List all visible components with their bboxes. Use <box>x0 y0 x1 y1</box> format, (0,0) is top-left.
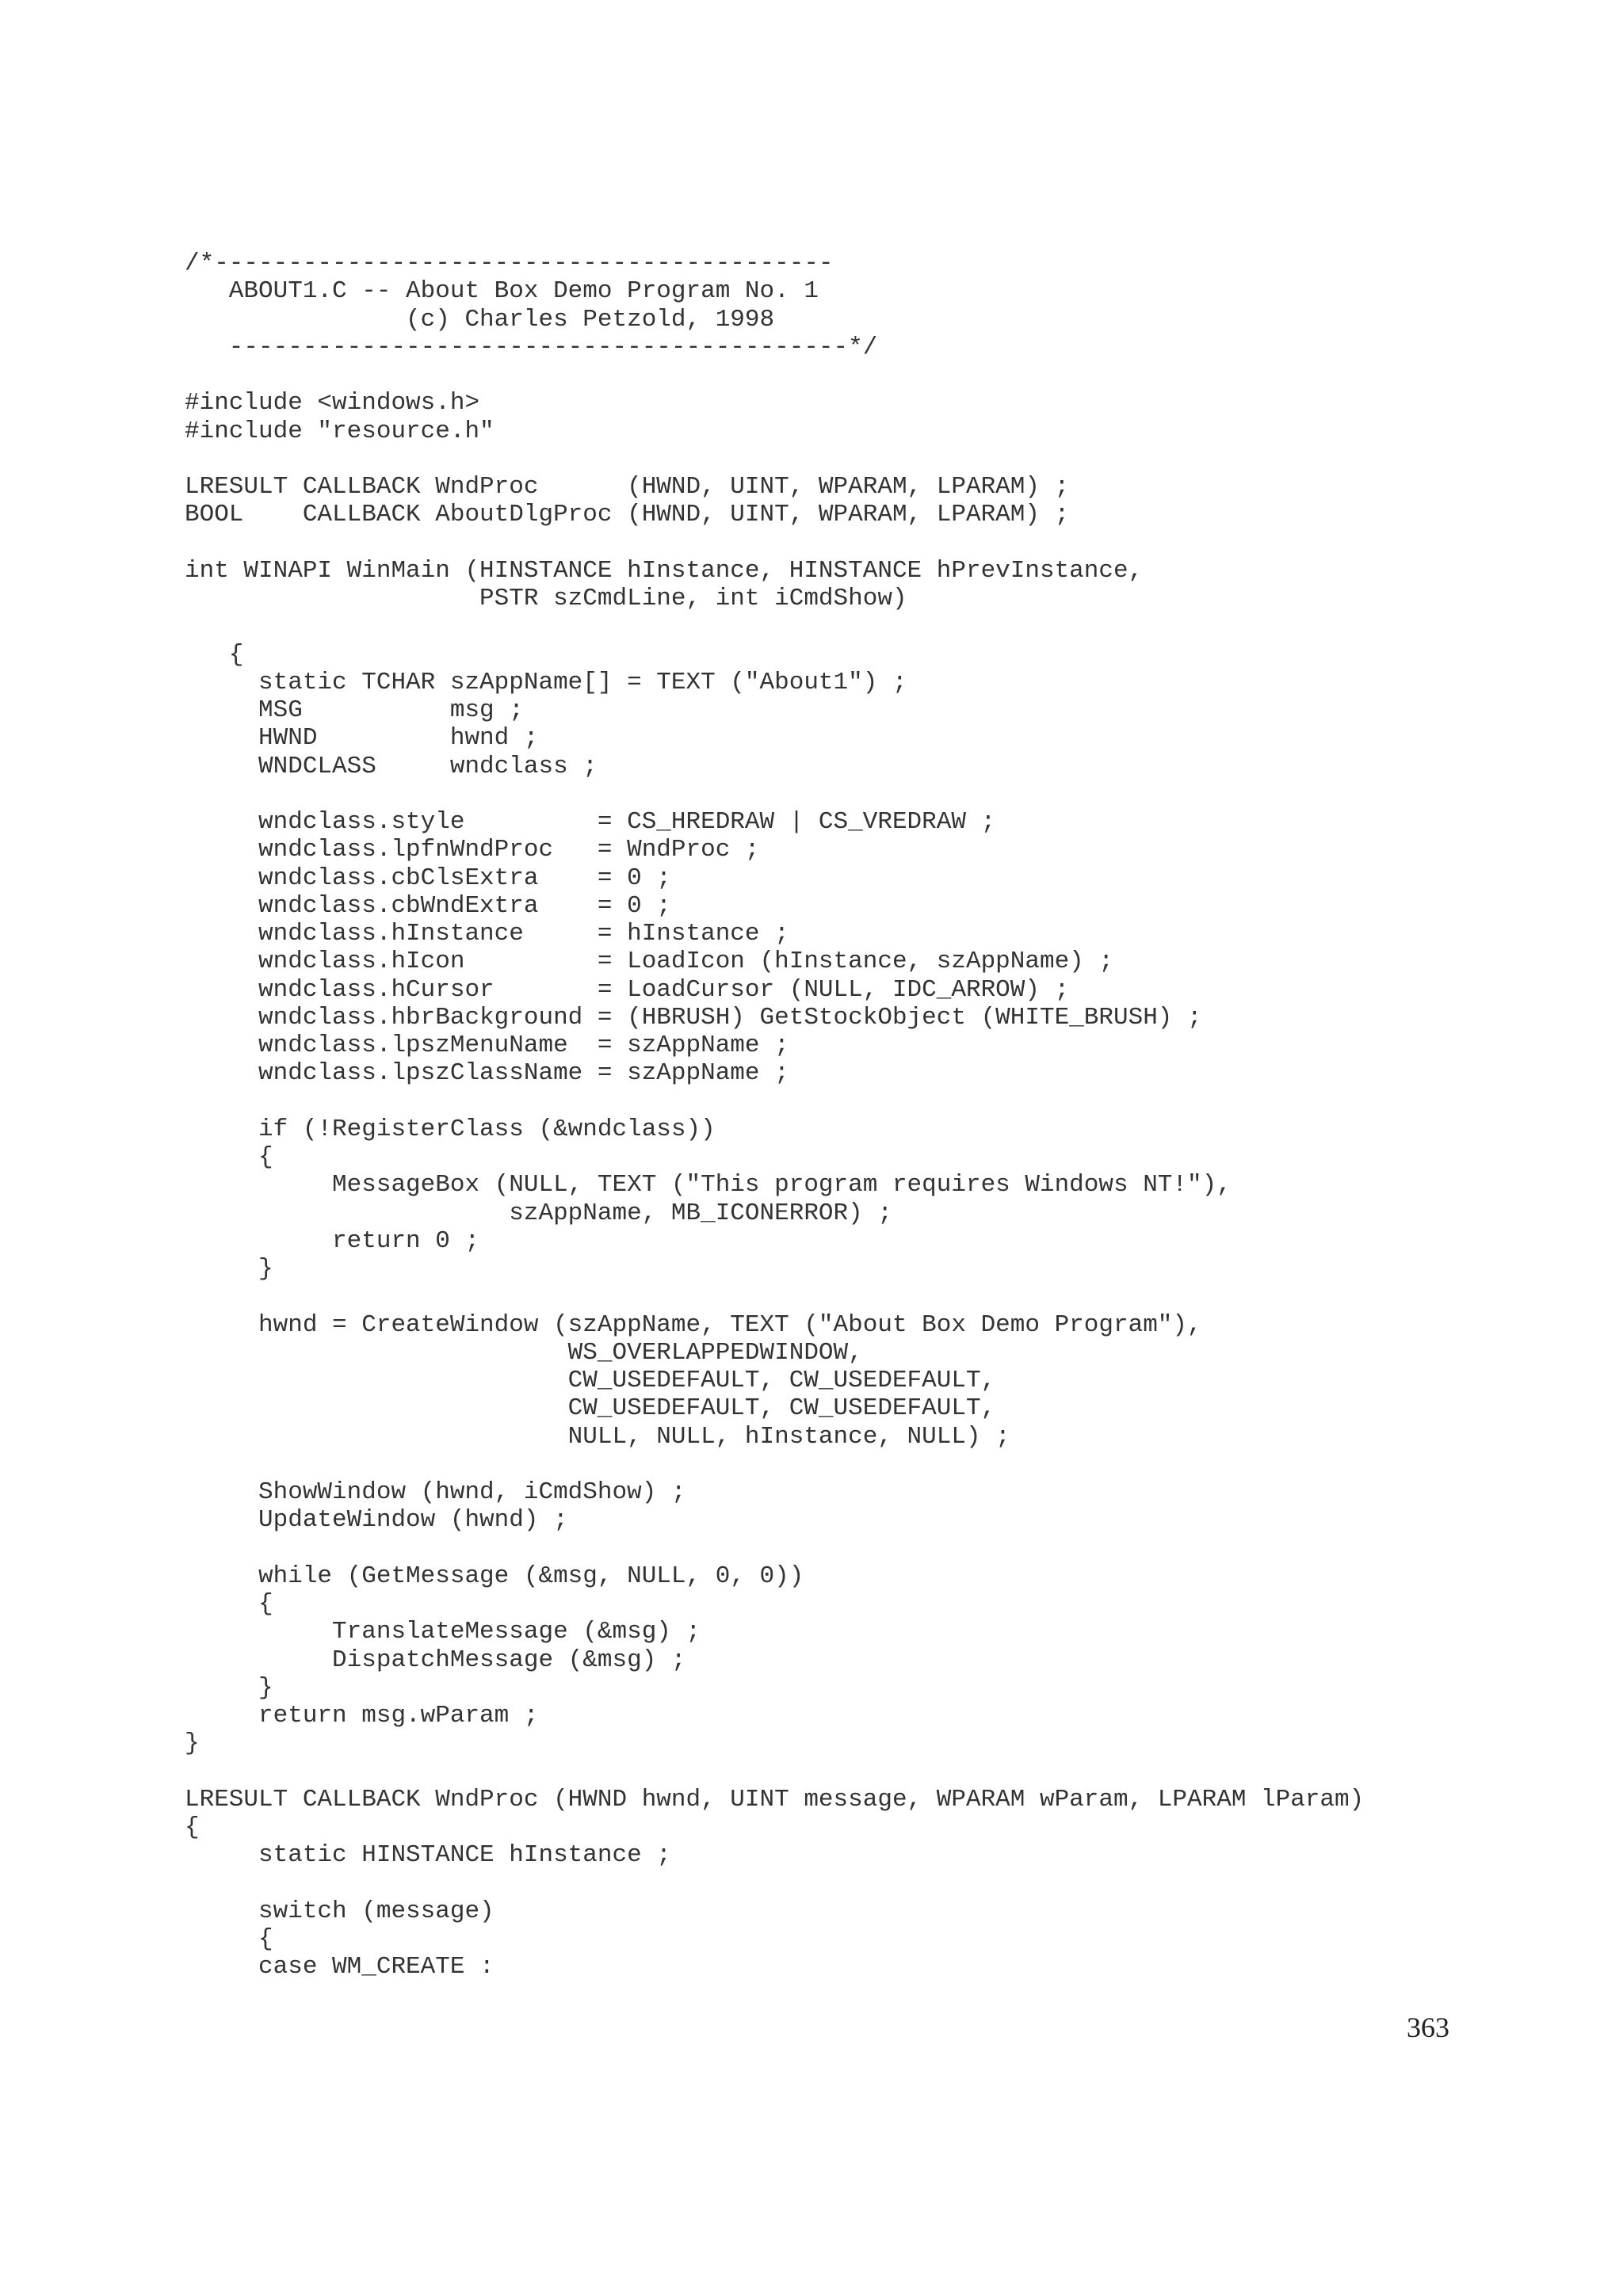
code-line <box>185 1451 1364 1478</box>
code-line: wndclass.hbrBackground = (HBRUSH) GetStockObject (WHITE_BRUSH) ; <box>185 1003 1202 1032</box>
code-line <box>185 1870 1364 1897</box>
code-line: case WM_CREATE : <box>185 1953 495 1981</box>
code-line <box>185 612 1364 640</box>
code-line: UpdateWindow (hwnd) ; <box>185 1506 568 1535</box>
code-line: NULL, NULL, hInstance, NULL) ; <box>185 1422 1010 1451</box>
code-line: CW_USEDEFAULT, CW_USEDEFAULT, <box>185 1394 996 1423</box>
code-line: wndclass.lpszMenuName = szAppName ; <box>185 1032 789 1059</box>
code-line: LRESULT CALLBACK WndProc (HWND hwnd, UINT message, WPARAM wParam, LPARAM lParam) <box>185 1785 1365 1814</box>
code-line: wndclass.style = CS_HREDRAW | CS_VREDRAW ; <box>185 808 996 836</box>
code-line <box>185 780 1364 808</box>
code-line: return msg.wParam ; <box>185 1702 539 1730</box>
code-line: { <box>185 1143 273 1171</box>
code-line: LRESULT CALLBACK WndProc (HWND, UINT, WPARAM, LPARAM) ; <box>185 473 1070 501</box>
code-line: } <box>185 1255 273 1283</box>
code-line: wndclass.lpszClassName = szAppName ; <box>185 1059 789 1088</box>
code-line: } <box>185 1730 200 1758</box>
code-line <box>185 1758 1364 1786</box>
code-line <box>185 1283 1364 1310</box>
code-line: wndclass.lpfnWndProc = WndProc ; <box>185 836 760 864</box>
code-line: szAppName, MB_ICONERROR) ; <box>185 1199 892 1227</box>
code-line: TranslateMessage (&msg) ; <box>185 1618 701 1646</box>
code-line <box>185 1088 1364 1116</box>
code-line: WNDCLASS wndclass ; <box>185 752 598 780</box>
code-line: MSG msg ; <box>185 696 524 724</box>
code-line: { <box>185 1590 273 1618</box>
code-line: (c) Charles Petzold, 1998 <box>185 305 775 334</box>
code-line: static HINSTANCE hInstance ; <box>185 1841 671 1870</box>
code-line: ShowWindow (hwnd, iCmdShow) ; <box>185 1478 686 1506</box>
code-line: #include "resource.h" <box>185 417 495 445</box>
code-line: wndclass.hCursor = LoadCursor (NULL, IDC_ARROW) ; <box>185 975 1070 1004</box>
code-line: ------------------------------------------*/ <box>185 333 878 361</box>
code-line: WS_OVERLAPPEDWINDOW, <box>185 1338 863 1367</box>
code-line: DispatchMessage (&msg) ; <box>185 1646 686 1674</box>
code-line: /*------------------------------------------ <box>185 250 834 277</box>
code-line: } <box>185 1673 273 1702</box>
code-line: return 0 ; <box>185 1226 480 1255</box>
code-line <box>185 1535 1364 1562</box>
code-line: wndclass.hInstance = hInstance ; <box>185 920 789 948</box>
code-line: wndclass.hIcon = LoadIcon (hInstance, szAppName) ; <box>185 948 1113 976</box>
code-line: { <box>185 1925 273 1953</box>
code-line: BOOL CALLBACK AboutDlgProc (HWND, UINT, WPARAM, LPARAM) ; <box>185 501 1070 529</box>
code-line: switch (message) <box>185 1897 495 1925</box>
code-line: hwnd = CreateWindow (szAppName, TEXT ("About Box Demo Program"), <box>185 1310 1202 1339</box>
code-line: static TCHAR szAppName[] = TEXT ("About1") ; <box>185 668 907 696</box>
code-line <box>185 361 1364 389</box>
code-line: MessageBox (NULL, TEXT ("This program requires Windows NT!"), <box>185 1171 1232 1199</box>
code-line: { <box>185 1814 200 1841</box>
code-line: int WINAPI WinMain (HINSTANCE hInstance, HINSTANCE hPrevInstance, <box>185 556 1144 585</box>
page-number: 363 <box>1407 2012 1449 2043</box>
code-listing <box>185 250 1364 1981</box>
code-line: wndclass.cbClsExtra = 0 ; <box>185 864 671 892</box>
code-line: #include <windows.h> <box>185 389 480 418</box>
code-line: PSTR szCmdLine, int iCmdShow) <box>185 585 907 612</box>
code-line <box>185 529 1364 557</box>
code-line: while (GetMessage (&msg, NULL, 0, 0)) <box>185 1562 804 1590</box>
code-line: if (!RegisterClass (&wndclass)) <box>185 1115 716 1143</box>
code-line: HWND hwnd ; <box>185 724 539 753</box>
code-line: CW_USEDEFAULT, CW_USEDEFAULT, <box>185 1367 996 1394</box>
code-line: { <box>185 640 244 669</box>
code-line <box>185 445 1364 473</box>
code-line: ABOUT1.C -- About Box Demo Program No. 1 <box>185 277 819 306</box>
code-line: wndclass.cbWndExtra = 0 ; <box>185 891 671 920</box>
